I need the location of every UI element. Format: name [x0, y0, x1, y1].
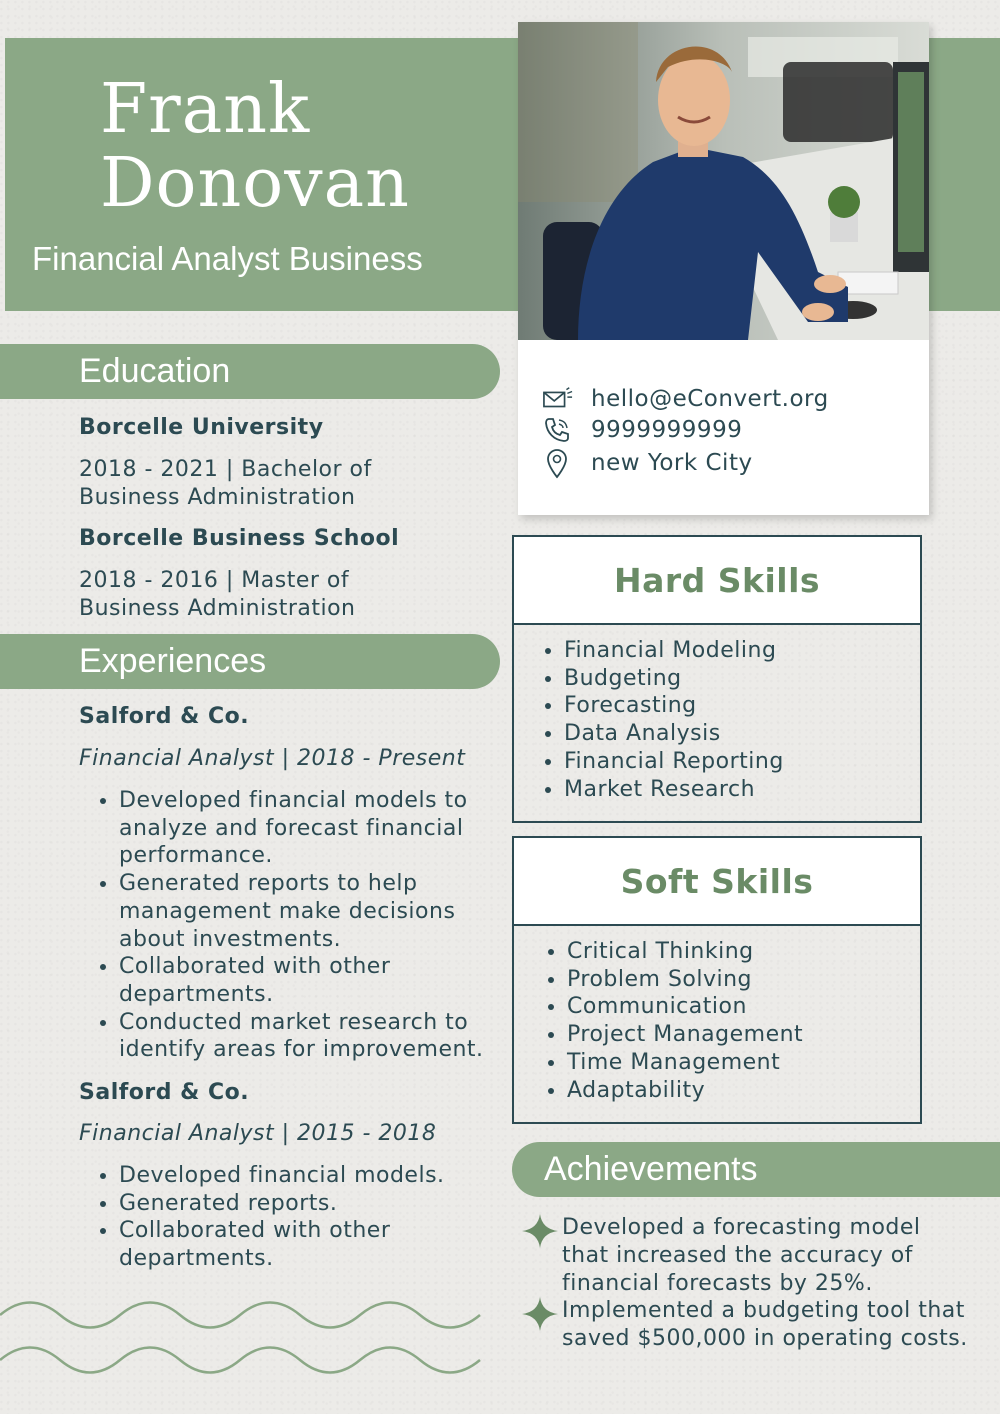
experience-bullets	[79, 1162, 497, 1273]
soft-skills-heading: Soft Skills	[514, 838, 920, 926]
list-item: • Generated reports.	[119, 1190, 497, 1218]
experience-role: Financial Analyst | 2015 - 2018	[79, 1121, 437, 1146]
last-name: Donovan	[100, 144, 410, 223]
education-heading: Education	[79, 352, 231, 390]
list-item: • Market Research	[564, 776, 920, 804]
hard-skills-box	[512, 535, 922, 823]
education-school: Borcelle Business School	[79, 526, 400, 551]
envelope-icon	[543, 385, 573, 413]
achievement-text: Developed a forecasting model that increased the accuracy of financial forecasts by 25%.	[562, 1215, 921, 1296]
list-item: • Forecasting	[564, 692, 920, 720]
list-item: • Budgeting	[564, 665, 920, 693]
experience-company: Salford & Co.	[79, 704, 250, 729]
list-item: • Collaborated with other departments.	[119, 1217, 497, 1272]
list-item: • Conducted market research to identify areas for improvement.	[119, 1009, 497, 1064]
list-item: • Problem Solving	[567, 966, 920, 994]
list-item: • Collaborated with other departments.	[119, 953, 497, 1008]
achievements-heading: Achievements	[544, 1150, 758, 1188]
list-item: • Adaptability	[567, 1077, 920, 1105]
first-name: Frank	[100, 70, 311, 149]
experience-bullets	[79, 787, 497, 1064]
contact-email-row	[543, 385, 829, 413]
education-degree-line: Business Administration	[79, 596, 356, 621]
four-point-star-icon	[522, 1214, 562, 1298]
contact-email[interactable]: hello@eConvert.org	[591, 386, 829, 412]
education-degree-line: 2018 - 2016 | Master of	[79, 568, 350, 593]
education-degree-line: 2018 - 2021 | Bachelor of	[79, 457, 372, 482]
contact-location-row	[543, 449, 753, 477]
list-item: • Project Management	[567, 1021, 920, 1049]
list-item: • Time Management	[567, 1049, 920, 1077]
contact-phone[interactable]: 9999999999	[591, 417, 743, 443]
experience-role: Financial Analyst | 2018 - Present	[79, 746, 466, 771]
list-item: • Communication	[567, 993, 920, 1021]
profile-photo	[518, 22, 929, 340]
list-item: • Developed financial models.	[119, 1162, 497, 1190]
experiences-heading-bar	[0, 634, 500, 689]
education-heading-bar	[0, 344, 500, 399]
list-item: • Financial Modeling	[564, 637, 920, 665]
education-school: Borcelle University	[79, 415, 324, 440]
list-item: • Generated reports to help management make decisions about investments.	[119, 870, 497, 953]
experiences-heading: Experiences	[79, 642, 267, 680]
list-item: • Financial Reporting	[564, 748, 920, 776]
job-title: Financial Analyst Business	[32, 240, 423, 277]
achievement-text: Implemented a budgeting tool that saved $500,000 in operating costs.	[562, 1298, 968, 1351]
education-degree-line: Business Administration	[79, 485, 356, 510]
experience-company: Salford & Co.	[79, 1080, 250, 1105]
soft-skills-box	[512, 836, 922, 1124]
hard-skills-heading: Hard Skills	[514, 537, 920, 625]
list-item: • Critical Thinking	[567, 938, 920, 966]
list-item: • Data Analysis	[564, 720, 920, 748]
list-item: • Developed financial models to analyze and forecast financial performance.	[119, 787, 497, 870]
four-point-star-icon	[522, 1297, 562, 1353]
contact-phone-row	[543, 416, 742, 444]
map-pin-icon	[543, 449, 573, 477]
contact-location: new York City	[591, 450, 753, 476]
achievement-item	[522, 1214, 972, 1298]
right-accent-band	[920, 38, 1000, 311]
phone-icon	[543, 416, 573, 444]
decorative-wave-lines	[0, 1295, 490, 1385]
achievement-item	[522, 1297, 972, 1353]
achievements-heading-bar	[512, 1142, 1000, 1197]
